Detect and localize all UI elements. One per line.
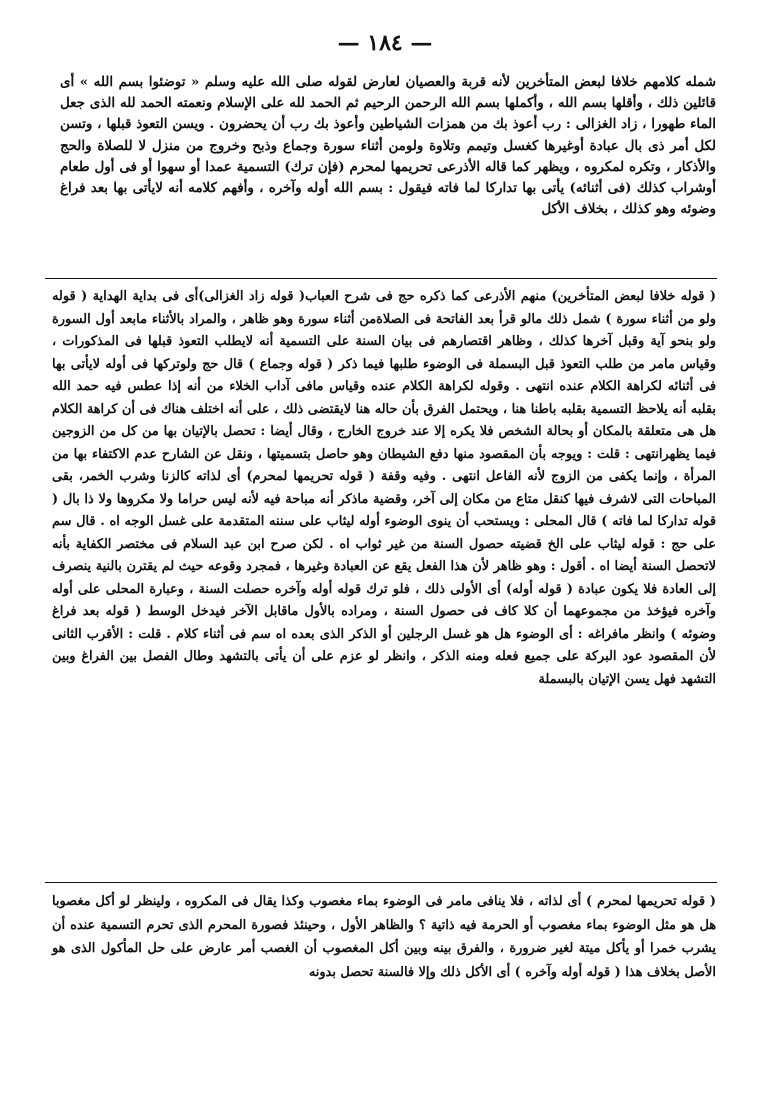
main-text (60, 72, 716, 220)
main-paragraph: شمله كلامهم خلافا لبعض المتأخرين لأنه قربة والعصيان لعارض لقوله صلى الله عليه وسلم « توضئوا بسم الله » أى قائلين ذلك ، وأقلها بسم الله ، وأكملها بسم الله الرحمن الرحيم ثم الحمد لله على الإسلام ونعمته الحمد لله الذى جعل الماء طهورا ، زاد الغزالى : رب أعوذ بك من همزات الشياطين وأعوذ بك رب أن يحضرون . ويسن التعوذ قبلها ، وتسن لكل أمر ذى بال عبادة أوغيرها كغسل وتيمم وتلاوة ولومن أثناء سورة وجماع وذبح وخروج من منزل لا للصلاة والحج والأذكار ، وتكره لمكروه ، ويظهر كما قاله الأذرعى تحريمها لمحرم (فإن ترك) التسمية عمدا أو سهوا أو فى أول طعام أوشراب كذلك (فى أثنائه) يأتى بها تداركا لما فاته فيقول : بسم الله أوله وآخره ، وأفهم كلامه أنه لايأتى بها بعد فراغ وضوئه وهو كذلك ، بخلاف الأكل (60, 74, 716, 218)
gloss-text (52, 890, 716, 984)
commentary-text (52, 286, 716, 691)
commentary-paragraph: ( قوله خلافا لبعض المتأخرين) منهم الأذرعى كما ذكره حج فى شرح العباب( قوله زاد الغزالى)أى فى بداية الهداية ( قوله ولو من أثناء سورة ) شمل ذلك مالو قرأ بعد الفاتحة فى الصلاةمن أثناء سورة وهو ظاهر ، والمراد بالأثناء مابعد أول السورة ولو بنحو آية وقبل آخرها كذلك ، وظاهر اقتصارهم فى بيان السنة على التسمية أنه لايطلب التعوذ قبلها فى المذكورات ، وقياس مامر من طلب التعوذ قبل البسملة فى الوضوء طلبها فيما ذكر ( قوله وجماع ) قال حج ولوتركها فى أوله لايأتى بها فى أثنائه لكراهة الكلام عنده انتهى . وقوله لكراهة الكلام عنده وقياس مافى آداب الخلاء من أنه إذا عطس فيه حمد الله بقلبه أنه يلاحظ التسمية بقلبه باطنا هنا ، ويحتمل الفرق بأن حاله هنا لايقتضى ذلك ، على أنه اختلف هناك فى أن كراهة الكلام هل هى متعلقة بالمكان أو بحالة الشخص فلا يكره إلا عند خروج الخارج ، وقال أيضا : تحصل بالإتيان بها من كل من الزوجين فيما يظهرانتهى : قلت : ويوجه بأن المقصود منها دفع الشيطان وهو حاصل بتسميتها ، ونقل عن الشارح عدم الاكتفاء بها من المرأة ، وإنما يكفى من الزوج لأنه الفاعل انتهى . وفيه وقفة ( قوله تحريمها لمحرم) أى لذاته كالزنا وشرب الخمر، بقى المباحات التى لاشرف فيها كنقل متاع من مكان إلى آخر، وقضية ماذكر أنه مباحة فيه لأنه ليس حراما ولا مكروها ولا ذا بال ( قوله تداركا لما فاته ) قال المحلى : ويستحب أن ينوى الوضوء أوله ليثاب على سننه المتقدمة على غسل الوجه اه . قال سم على حج : قوله ليثاب على الخ قضيته حصول السنة من غير ثواب اه . لكن صرح ابن عبد السلام فى مختصر الكفاية بأنه لاتحصل السنة أيضا اه . أقول : وهو ظاهر لأن هذا الفعل يقع عن العبادة وغيرها ، فمجرد وقوعه حيث لم يقترن بالنية ينصرف إلى العادة فلا يكون عبادة ( قوله أوله) أى الأولى ذلك ، فلو ترك قوله أوله وآخره حصلت السنة ، وعبارة المحلى على أوله وآخره فيؤخذ من مجموعهما أن كلا كاف فى حصول السنة ، ومراده بالأول ماقابل الآخر فيدخل الوسط ( قوله بعد فراغ وضوئه ) وانظر مافراغه : أى الوضوء هل هو غسل الرجلين أو الذكر الذى بعده اه سم فى أثناء كلام . قلت : الأقرب الثانى لأن المقصود عود البركة على جميع فعله ومنه الذكر ، وانظر لو عزم على أن يأتى بالتشهد وطال الفصل بين الفراغ وبين التشهد فهل يسن الإتيان بالبسملة (52, 289, 716, 687)
page-number: — ١٨٤ — (337, 30, 433, 56)
separator-rule (45, 278, 717, 279)
separator-rule (45, 882, 717, 883)
gloss-paragraph: ( قوله تحريمها لمحرم ) أى لذاته ، فلا ينافى مامر فى الوضوء بماء مغصوب وكذا يقال فى المكروه ، ولينظر لو أكل مغصوبا هل هو مثل الوضوء بماء مغصوب أو الحرمة فيه ذاتية ؟ والظاهر الأول ، وحينئذ فصورة المحرم الذى تحرم التسمية عنده أن يشرب خمرا أو يأكل ميتة لغير ضرورة ، والفرق بينه وبين أكل المغصوب أن الغصب أمر عارض على حل المأكول الذى هو الأصل بخلاف هذا ( قوله أوله وآخره ) أى الأكل ذلك وإلا فالسنة تحصل بدونه (52, 894, 716, 980)
